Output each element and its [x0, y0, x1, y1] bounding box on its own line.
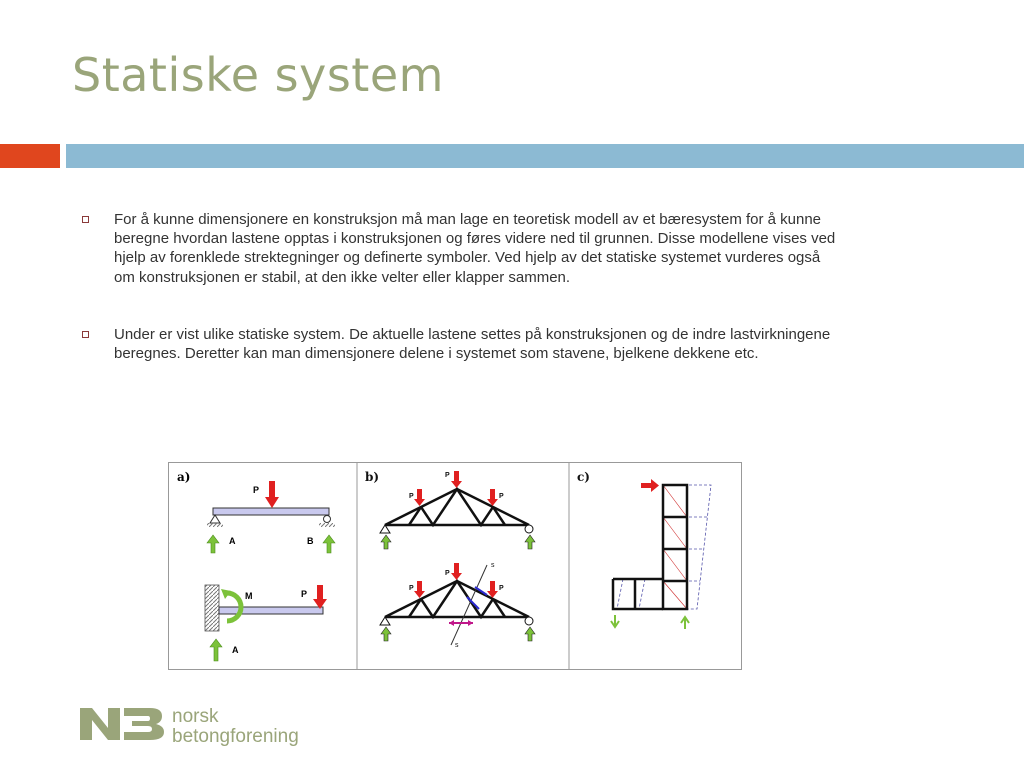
logo-text-norsk: norsk [172, 706, 219, 727]
support-label-a: A [229, 536, 236, 546]
bullet-item [82, 210, 842, 287]
panel-label-c: c) [577, 470, 590, 484]
section-label-s: s [491, 562, 495, 569]
load-label-p: P [409, 493, 414, 500]
norsk-betongforening-logo [78, 700, 338, 748]
support-label-a: A [232, 645, 239, 655]
load-label-p: P [445, 570, 450, 577]
bullet-text: For å kunne dimensjonere en konstruksjon må man lage en teoretisk modell av et bæresystem for å kunne beregne hvordan lastene opptas i konstruksjonen og føres videre ned til grunnen. Disse modellene vises ved hjelp av forenklede strektegninger og definerte symboler. Ved hjelp av det statiske systemet vurderes også om konstruksjonen er stabil, at den ikke velter eller klapper sammen. [114, 211, 836, 286]
load-label-p: P [409, 585, 414, 592]
accent-bar-blue [66, 144, 1024, 168]
panel-c-frame [577, 470, 711, 629]
load-label-p: P [445, 472, 450, 479]
static-systems-figure [168, 462, 742, 670]
panel-a-cantilever [205, 585, 327, 661]
logo-text-betongforening: betongforening [172, 726, 299, 747]
square-bullet-icon [82, 331, 89, 338]
section-label-s: s [455, 642, 459, 649]
bullet-item [82, 325, 842, 363]
load-label-p: P [253, 485, 260, 495]
slide-title: Statiske system [72, 48, 444, 102]
bullet-list [82, 210, 842, 401]
panel-label-a: a) [177, 470, 191, 484]
panel-a-simple-beam [177, 470, 335, 553]
panel-label-b: b) [365, 470, 380, 484]
load-label-p: P [301, 589, 308, 599]
load-label-p: P [499, 585, 504, 592]
panel-b-truss-section [380, 562, 535, 649]
moment-label-m: M [245, 591, 253, 601]
accent-bar-orange [0, 144, 60, 168]
load-label-p: P [499, 493, 504, 500]
square-bullet-icon [82, 216, 89, 223]
support-label-b: B [307, 536, 314, 546]
panel-b-truss [365, 470, 535, 549]
bullet-text: Under er vist ulike statiske system. De aktuelle lastene settes på konstruksjonen og de indre lastvirkningene beregnes. Deretter kan man dimensjonere delene i systemet som stavene, bjelkene dekkene etc. [114, 325, 831, 363]
